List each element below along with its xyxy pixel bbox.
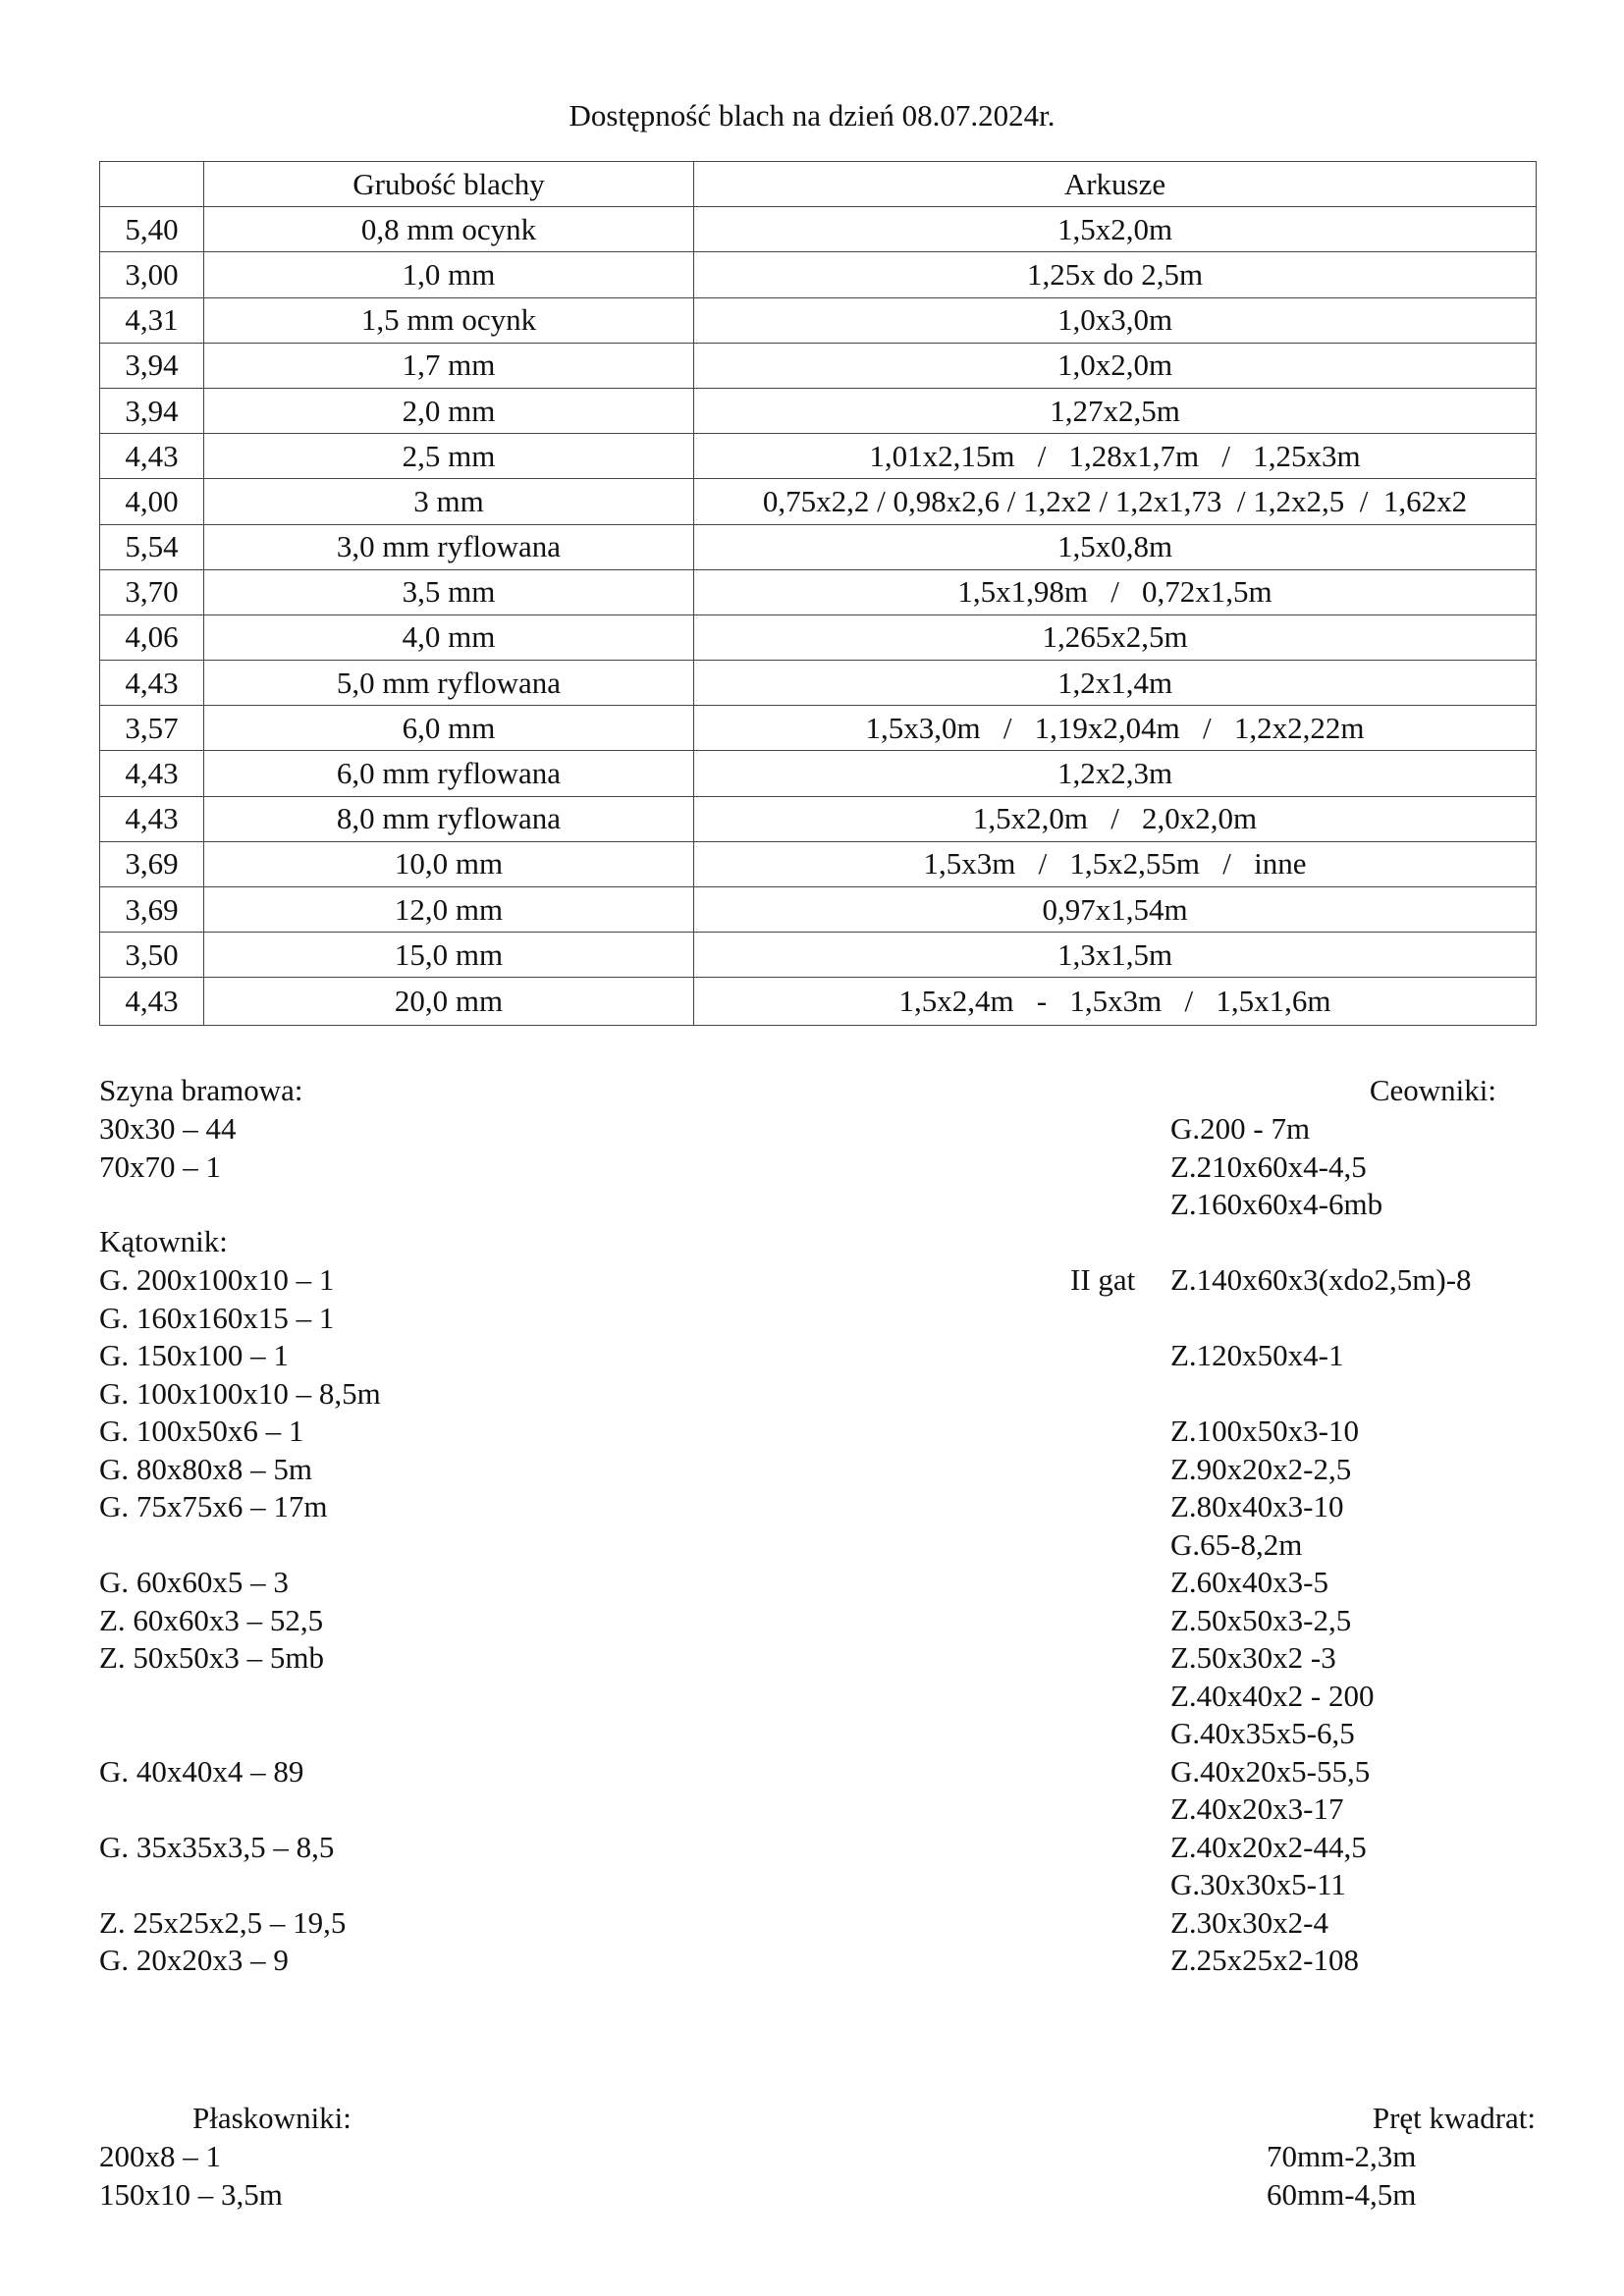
price-cell: 3,50 (100, 933, 204, 978)
list-item: G.30x30x5-11 (1170, 1867, 1346, 1901)
list-item: 150x10 – 3,5m (99, 2176, 283, 2212)
list-item: G.65-8,2m (1170, 1526, 1303, 1562)
list-item: Z.25x25x2-108 (1170, 1943, 1360, 1977)
thickness-cell: 5,0 mm ryflowana (204, 661, 694, 706)
list-item: Z. 25x25x2,5 – 19,5 (99, 1904, 347, 1940)
list-item: Z. 60x60x3 – 52,5 (99, 1602, 324, 1637)
table-row (100, 297, 1537, 343)
table-row (100, 343, 1537, 388)
list-item: Z.210x60x4-4,5 (1170, 1148, 1367, 1184)
sheets-cell: 1,5x2,0m / 2,0x2,0m (694, 796, 1537, 841)
table-row (100, 207, 1537, 252)
list-item: G. 160x160x15 – 1 (99, 1300, 335, 1335)
list-item: 200x8 – 1 (99, 2139, 221, 2173)
table-row (100, 434, 1537, 479)
list-item (1170, 1300, 1472, 1338)
table-row (100, 252, 1537, 297)
table-row (100, 887, 1537, 933)
thickness-cell: 6,0 mm (204, 706, 694, 751)
sheets-cell: 1,5x1,98m / 0,72x1,5m (694, 569, 1537, 614)
list-item (1170, 1224, 1472, 1262)
list-item: Z.40x40x2 - 200 (1170, 1678, 1375, 1713)
table-row (100, 614, 1537, 660)
list-item: G. 75x75x6 – 17m (99, 1489, 328, 1523)
list-item (99, 1790, 381, 1829)
list-item: Z.80x40x3-10 (1170, 1489, 1344, 1523)
list-item: G. 100x100x10 – 8,5m (99, 1375, 381, 1411)
list-item (99, 1678, 381, 1716)
sheets-cell: 0,97x1,54m (694, 887, 1537, 933)
thickness-cell: 10,0 mm (204, 841, 694, 886)
list-item: G.200 - 7m (1170, 1111, 1311, 1146)
table-row (100, 841, 1537, 886)
katownik-heading: Kątownik: (99, 1224, 228, 1258)
ii-gat-label: II gat (1070, 1262, 1136, 1297)
list-item: Z.100x50x3-10 (1170, 1414, 1360, 1448)
table-header-row (100, 162, 1537, 207)
sheets-cell: 1,25x do 2,5m (694, 252, 1537, 297)
list-item: Z.50x50x3-2,5 (1170, 1602, 1352, 1637)
table-row (100, 751, 1537, 796)
thickness-cell: 1,7 mm (204, 343, 694, 388)
list-item: 70mm-2,3m (1267, 2139, 1417, 2173)
list-item: Z.30x30x2-4 (1170, 1904, 1329, 1940)
thickness-cell: 15,0 mm (204, 933, 694, 978)
thickness-cell: 3,0 mm ryflowana (204, 524, 694, 569)
thickness-cell: 3,5 mm (204, 569, 694, 614)
pret-kwadrat-list (1267, 2138, 1416, 2214)
thickness-cell: 20,0 mm (204, 978, 694, 1026)
price-cell: 4,43 (100, 434, 204, 479)
szyna-bramowa-list (99, 1110, 237, 1186)
list-item: Z.50x30x2 -3 (1170, 1640, 1336, 1675)
sheets-cell: 1,5x3,0m / 1,19x2,04m / 1,2x2,22m (694, 706, 1537, 751)
price-cell: 3,57 (100, 706, 204, 751)
list-item (1170, 1375, 1472, 1414)
thickness-cell: 0,8 mm ocynk (204, 207, 694, 252)
list-item: G. 80x80x8 – 5m (99, 1451, 312, 1486)
sheets-cell: 1,5x3m / 1,5x2,55m / inne (694, 841, 1537, 886)
list-item: Z.40x20x2-44,5 (1170, 1829, 1367, 1864)
thickness-cell: 4,0 mm (204, 614, 694, 660)
price-cell: 3,69 (100, 887, 204, 933)
ceowniki-heading: Ceowniki: (1369, 1073, 1496, 1107)
list-item: G. 150x100 – 1 (99, 1338, 289, 1372)
price-cell: 4,06 (100, 614, 204, 660)
list-item: 60mm-4,5m (1267, 2176, 1417, 2212)
thickness-cell: 2,5 mm (204, 434, 694, 479)
price-cell: 4,43 (100, 661, 204, 706)
header-price (100, 162, 204, 207)
table-row (100, 933, 1537, 978)
sheets-cell: 1,27x2,5m (694, 388, 1537, 433)
list-item (99, 1715, 381, 1753)
table-row (100, 569, 1537, 614)
thickness-cell: 1,5 mm ocynk (204, 297, 694, 343)
list-item: G. 200x100x10 – 1 (99, 1262, 335, 1297)
sheets-cell: 1,3x1,5m (694, 933, 1537, 978)
list-item: Z.40x20x3-17 (1170, 1791, 1344, 1826)
sheets-cell: 1,2x1,4m (694, 661, 1537, 706)
header-sheets: Arkusze (694, 162, 1537, 207)
list-item (99, 1866, 381, 1904)
document-title: Dostępność blach na dzień 08.07.2024r. (568, 98, 1056, 133)
price-cell: 4,43 (100, 978, 204, 1026)
list-item: Z.120x50x4-1 (1170, 1338, 1344, 1372)
plaskowniki-list (99, 2138, 283, 2214)
price-cell: 4,31 (100, 297, 204, 343)
price-cell: 4,00 (100, 479, 204, 524)
list-item: Z.90x20x2-2,5 (1170, 1451, 1352, 1486)
table-row (100, 524, 1537, 569)
table-row (100, 978, 1537, 1026)
table-row (100, 796, 1537, 841)
pret-kwadrat-heading: Pręt kwadrat: (1372, 2101, 1536, 2135)
sheets-cell: 1,5x2,4m - 1,5x3m / 1,5x1,6m (694, 978, 1537, 1026)
list-item: G. 40x40x4 – 89 (99, 1753, 304, 1789)
price-cell: 5,40 (100, 207, 204, 252)
list-item: G.40x35x5-6,5 (1170, 1716, 1355, 1750)
szyna-bramowa-heading: Szyna bramowa: (99, 1073, 303, 1107)
sheet-availability-table (99, 161, 1537, 1026)
sheets-cell: 0,75x2,2 / 0,98x2,6 / 1,2x2 / 1,2x1,73 / 1,2x2,5 / 1,62x2 (694, 479, 1537, 524)
sheets-cell: 1,0x2,0m (694, 343, 1537, 388)
table-row (100, 661, 1537, 706)
thickness-cell: 8,0 mm ryflowana (204, 796, 694, 841)
katownik-list (99, 1261, 381, 1980)
list-item (99, 1526, 381, 1565)
thickness-cell: 12,0 mm (204, 887, 694, 933)
list-item: Z.140x60x3(xdo2,5m)-8 (1170, 1262, 1472, 1297)
plaskowniki-heading: Płaskowniki: (192, 2101, 352, 2135)
sheets-cell: 1,5x2,0m (694, 207, 1537, 252)
table-row (100, 706, 1537, 751)
price-cell: 3,00 (100, 252, 204, 297)
list-item: G. 100x50x6 – 1 (99, 1414, 304, 1448)
sheets-cell: 1,0x3,0m (694, 297, 1537, 343)
list-item: Z.160x60x4-6mb (1170, 1187, 1383, 1221)
price-cell: 4,43 (100, 751, 204, 796)
list-item: 70x70 – 1 (99, 1148, 221, 1184)
list-item: Z.60x40x3-5 (1170, 1565, 1329, 1599)
list-item: G.40x20x5-55,5 (1170, 1753, 1371, 1789)
list-item: 30x30 – 44 (99, 1111, 237, 1146)
thickness-cell: 2,0 mm (204, 388, 694, 433)
list-item: Z. 50x50x3 – 5mb (99, 1640, 325, 1675)
price-cell: 3,94 (100, 388, 204, 433)
thickness-cell: 3 mm (204, 479, 694, 524)
ceowniki-list (1170, 1110, 1472, 1980)
table-row (100, 388, 1537, 433)
list-item: G. 60x60x5 – 3 (99, 1565, 289, 1599)
table-row (100, 479, 1537, 524)
price-cell: 4,43 (100, 796, 204, 841)
price-cell: 3,70 (100, 569, 204, 614)
sheets-cell: 1,2x2,3m (694, 751, 1537, 796)
thickness-cell: 1,0 mm (204, 252, 694, 297)
sheets-cell: 1,265x2,5m (694, 614, 1537, 660)
price-cell: 3,69 (100, 841, 204, 886)
thickness-cell: 6,0 mm ryflowana (204, 751, 694, 796)
list-item: G. 20x20x3 – 9 (99, 1943, 289, 1977)
sheets-cell: 1,5x0,8m (694, 524, 1537, 569)
sheets-cell: 1,01x2,15m / 1,28x1,7m / 1,25x3m (694, 434, 1537, 479)
list-item: G. 35x35x3,5 – 8,5 (99, 1829, 335, 1864)
header-thickness: Grubość blachy (204, 162, 694, 207)
price-cell: 5,54 (100, 524, 204, 569)
price-cell: 3,94 (100, 343, 204, 388)
